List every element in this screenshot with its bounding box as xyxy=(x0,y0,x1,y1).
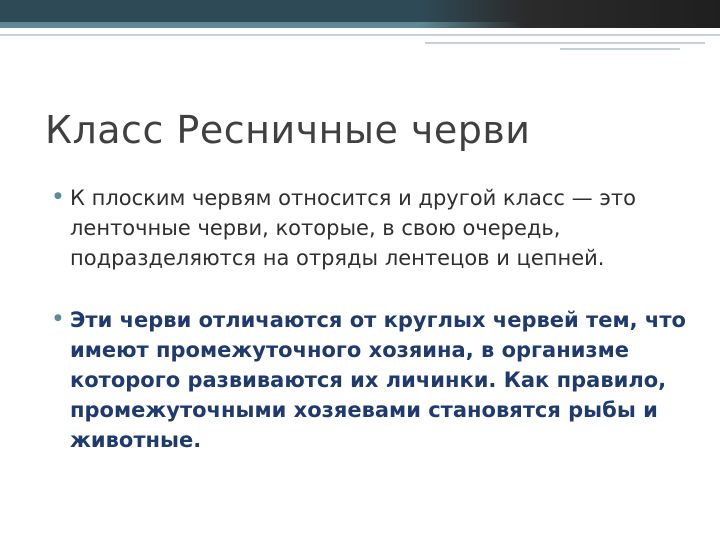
decoration-line xyxy=(0,34,720,36)
header-band xyxy=(0,0,720,28)
decoration-line xyxy=(425,42,705,44)
bullet-icon: ● xyxy=(54,313,62,323)
bullet-item xyxy=(48,183,688,273)
bullet-icon: ● xyxy=(54,191,62,201)
bullet-text: К плоским червям относится и другой класс — это ленточные черви, которые, в свою очередь, подразделяются на отряды лентецов и цепней. xyxy=(70,186,636,270)
bullet-text-emphasis: Эти черви отличаются от круглых червей тем, что имеют промежуточного хозяина, в организме которого развиваются их личинки. Как правило, промежуточными хозяевами становятся рыбы и животные. xyxy=(70,308,686,452)
bullet-list xyxy=(48,183,688,455)
header-decoration xyxy=(0,28,720,58)
bullet-item xyxy=(48,305,688,455)
decoration-line xyxy=(560,48,680,50)
slide-title: Класс Ресничные черви xyxy=(45,108,531,152)
header-band-shadow xyxy=(420,0,720,28)
